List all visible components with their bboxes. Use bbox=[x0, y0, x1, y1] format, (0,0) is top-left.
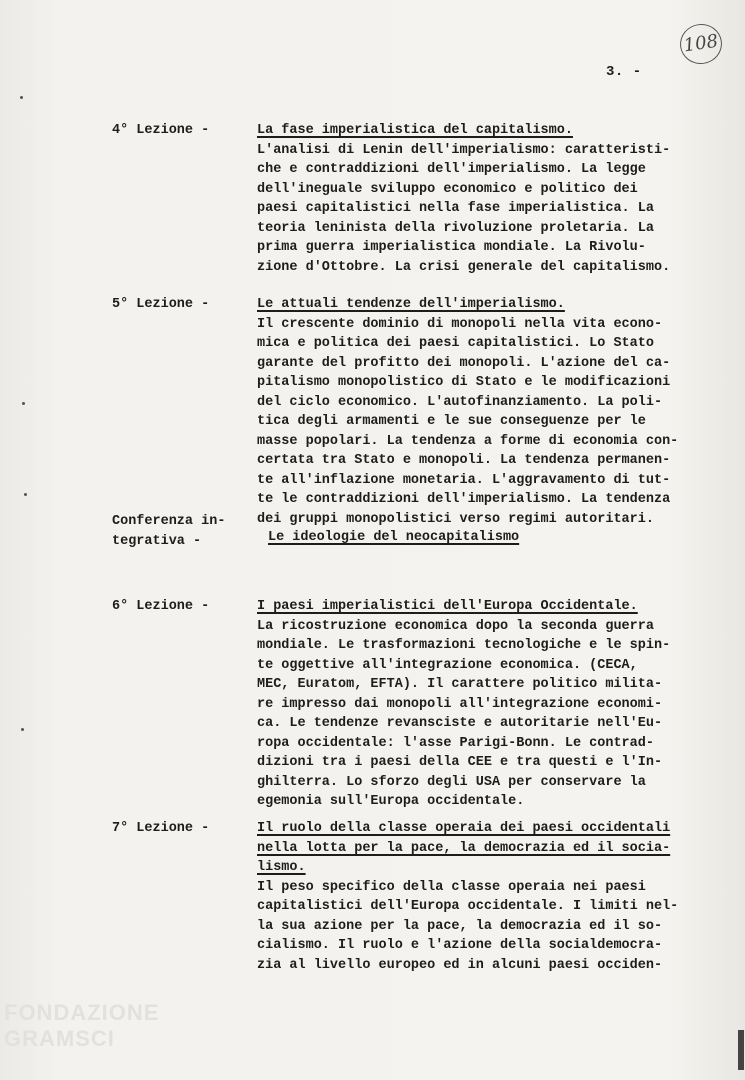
lesson-label-7: 7° Lezione - bbox=[112, 821, 210, 836]
lesson-body-7: Il peso specifico della classe operaia nei paesi capitalistici dell'Europa occidentale. I limiti nel- la sua azione per la pace, la democrazia ed il so- cialismo. Il ruolo e l'azione della socialdemocra- zia al livello europeo ed in alcuni paesi occiden- bbox=[257, 879, 679, 973]
scan-speck bbox=[22, 402, 25, 405]
lesson-label-5: 5° Lezione - bbox=[112, 297, 210, 312]
conference-title: Le ideologie del neocapitalismo bbox=[268, 530, 520, 545]
lesson-title-5: Le attuali tendenze dell'imperialismo. bbox=[257, 297, 565, 312]
conference-block bbox=[268, 528, 738, 548]
lesson-block-5 bbox=[257, 295, 727, 529]
lesson-title-4: La fase imperialistica del capitalismo. bbox=[257, 123, 573, 138]
scan-speck bbox=[24, 493, 27, 496]
lesson-label-6: 6° Lezione - bbox=[112, 599, 210, 614]
lesson-block-6 bbox=[257, 597, 727, 812]
lesson-body-6: La ricostruzione economica dopo la seconda guerra mondiale. Le trasformazioni tecnologiche e le spin- te oggettive all'integrazione economica. (CECA, MEC, Euratom, EFTA). Il carattere politico milita- re impresso dai monopoli all'integrazione economi- ca. Le tendenze revansciste e autoritarie nell'Eu- ropa occidentale: l'asse Parigi-Bonn. Le contrad- dizioni tra i paesi della CEE e tra questi e l'In- ghilterra. Lo sforzo degli USA per conservare la egemonia sull'Europa occidentale. bbox=[257, 618, 671, 809]
lesson-label-4: 4° Lezione - bbox=[112, 123, 210, 138]
scan-speck bbox=[20, 96, 23, 99]
handwritten-folio-number: 108 bbox=[677, 21, 724, 66]
lesson-title-6: I paesi imperialistici dell'Europa Occidentale. bbox=[257, 599, 638, 614]
page-edge-shadow bbox=[738, 1030, 744, 1070]
lesson-block-4 bbox=[257, 121, 727, 277]
scan-speck bbox=[21, 728, 24, 731]
lesson-title-7: Il ruolo della classe operaia dei paesi occidentali nella lotta per la pace, la democrazia ed il socia- lismo. bbox=[257, 821, 671, 875]
lesson-body-5: Il crescente dominio di monopoli nella vita econo- mica e politica dei paesi capitalistici. Lo Stato garante del profitto dei monopoli. L'azione del ca- pitalismo monopolistico di Stato e le modificazioni del ciclo economico. L'autofinanziamento. La poli- tica degli armamenti e le sue conseguenze per le masse popolari. La tendenza a forme di economia con- certata tra Stato e monopoli. La tendenza permanen- te all'inflazione monetaria. L'aggravamento di tut- te le contraddizioni dell'imperialismo. La tendenza dei gruppi monopolistici verso regimi autoritari. bbox=[257, 316, 679, 527]
archive-watermark: FONDAZIONE GRAMSCI bbox=[4, 1000, 160, 1051]
lesson-body-4: L'analisi di Lenin dell'imperialismo: caratteristi- che e contraddizioni dell'imperialismo. La legge dell'ineguale sviluppo economico e politico dei paesi capitalistici nella fase imperialistica. La teoria leninista della rivoluzione proletaria. La prima guerra imperialistica mondiale. La Rivolu- zione d'Ottobre. La crisi generale del capitalismo. bbox=[257, 142, 671, 275]
conference-label: Conferenza in- tegrativa - bbox=[112, 514, 226, 549]
page-number: 3. - bbox=[606, 64, 642, 80]
lesson-block-7 bbox=[257, 819, 727, 975]
